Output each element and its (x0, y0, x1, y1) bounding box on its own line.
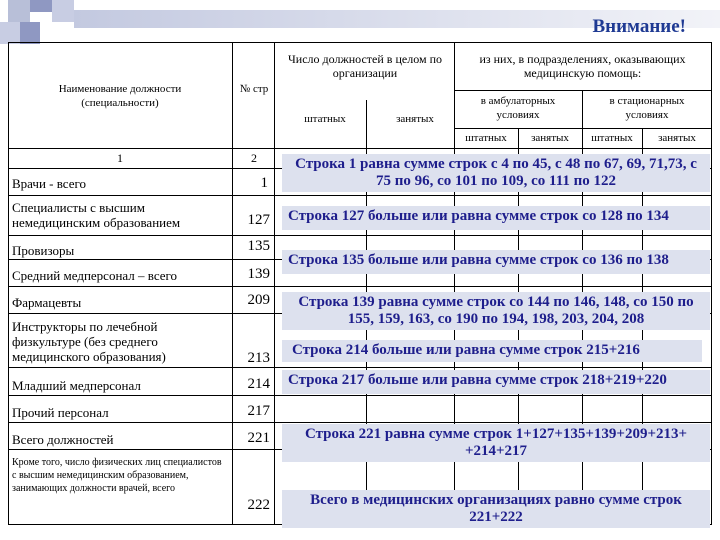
row-name: Провизоры (12, 243, 75, 258)
header-occupied-inpatient: занятых (658, 132, 696, 144)
page-title: Внимание! (592, 16, 686, 37)
validation-note: Строка 127 больше или равна сумме строк со 128 по 134 (282, 206, 710, 230)
row-number: 1 (260, 175, 268, 191)
row-number: 221 (247, 430, 270, 446)
column-number-2: 2 (251, 151, 257, 165)
header-of-which: из них, в подразделениях, оказывающих медицинскую помощь: (479, 52, 686, 80)
row-number: 214 (247, 376, 270, 392)
header-row-number: № стр (239, 83, 269, 95)
row-name: Врачи - всего (12, 176, 87, 191)
header-staff: штатных (304, 113, 346, 125)
row-name: Прочий персонал (12, 405, 109, 420)
row-number: 209 (247, 292, 270, 308)
row-name: Инструкторы по лечебной физкультуре (без среднего медицинского образования) (12, 319, 166, 364)
header-org-total: Число должностей в целом по организации (288, 52, 442, 80)
row-name: Кроме того, число физических лиц специалистов с высшим немедицинским образованием, занимающих должности врачей, всего (12, 457, 222, 494)
header-position-name: Наименование должности (специальности) (58, 83, 182, 109)
header-inpatient: в стационарных условиях (609, 95, 685, 121)
row-name: Средний медперсонал – всего (12, 268, 178, 283)
row-name: Фармацевты (12, 295, 82, 310)
validation-note: Строка 1 равна сумме строк с 4 по 45, с 48 по 67, 69, 71,73, с 75 по 96, со 101 по 109, со 111 по 122 (282, 154, 710, 192)
row-number: 127 (247, 212, 270, 228)
validation-note: Всего в медицинских организациях равно сумме строк 221+222 (282, 490, 710, 528)
row-number: 213 (247, 350, 270, 366)
header-staff-inpatient: штатных (591, 132, 633, 144)
validation-note: Строка 217 больше или равна сумме строк 218+219+220 (282, 370, 710, 394)
header-occupied-outpatient: занятых (531, 132, 569, 144)
row-name: Всего должностей (12, 432, 114, 447)
row-name: Специалисты с высшим немедицинским образованием (12, 200, 181, 230)
row-number: 222 (247, 497, 270, 513)
header-staff-outpatient: штатных (465, 132, 507, 144)
header-outpatient: в амбулаторных условиях (480, 95, 556, 121)
row-number: 135 (247, 238, 270, 254)
validation-note: Строка 139 равна сумме строк со 144 по 146, 148, со 150 по 155, 159, 163, со 190 по 194, 198, 203, 204, 208 (282, 292, 710, 330)
column-number-1: 1 (117, 151, 123, 165)
row-number: 139 (247, 266, 270, 282)
header-occupied: занятых (396, 113, 434, 125)
validation-note: Строка 221 равна сумме строк 1+127+135+139+209+213+ +214+217 (282, 424, 710, 462)
row-name: Младший медперсонал (12, 378, 141, 393)
validation-note: Строка 135 больше или равна сумме строк со 136 по 138 (282, 250, 710, 274)
validation-note: Строка 214 больше или равна сумме строк 215+216 (282, 340, 702, 362)
row-number: 217 (247, 403, 270, 419)
